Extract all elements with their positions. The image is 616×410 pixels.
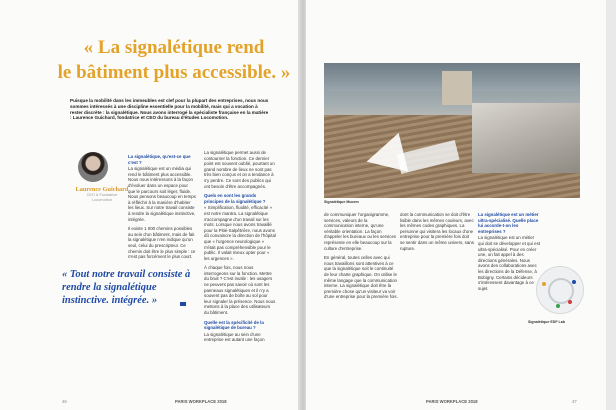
body-paragraph: À chaque fois, nous nous interrogeons sur la fonction. Mettre du bruit ? C'est inutile : les usagers ne peuvent pas savoir où sont les panneaux signalétiques et il n'y a souvent pas de boîte au sol pour leur signaler la présence. Nous nous mettons à la place des utilisateurs du bâtiment. <box>204 265 276 316</box>
intro-text: Puisque la mobilité dans les immeubles est clef pour la plupart des entreprises, nous nous sommes intéressés à une discipline essentielle pour la mobilité, mais qui a vocation à rester discrète : la signalétique. Nous avons interrogé la spécialiste française en la matière : Laurence Guichard, fondatrice et CEO du bureau d'études Locomotion. <box>70 98 269 121</box>
article-column-4 <box>400 212 474 255</box>
body-paragraph: La signalétique permet aussi de contourner la fonction. Ce dernier point est souvent oublié, pourtant un grand nombre de lieux ne sont pas très bien conçus et on a tendance à s'y perdre. Ce sont des publics qui ont besoin d'être accompagnés. <box>204 150 275 189</box>
article-column-2 <box>204 150 276 347</box>
sign-dot-green <box>556 304 560 308</box>
body-paragraph: Il existe 1 000 chemins possibles au sein d'un bâtiment, mais de fait la signalétique n'en indique qu'un seul, celui du prescripteur. Ce chemin doit être le plus simple : ce n'est pas forcément le plus court. <box>128 226 196 260</box>
page-number-right: 47 <box>572 399 577 404</box>
body-paragraph: En général, toutes celles avec qui nous travaillons sont attentives à ce que la signalétique soit le continuité de leur charte graphique. On utilise le même langage que la communication interne. La signalétique doit être la première chose qu'un visiteur va voir d'une entreprise pour la première fois. <box>324 255 398 300</box>
signage-illustration <box>534 262 584 317</box>
pull-quote <box>62 268 192 307</box>
pull-quote-mark <box>180 302 186 306</box>
person-role-line-1: CEO & Fondatrice <box>86 193 118 197</box>
article-column-3 <box>324 212 398 304</box>
body-paragraph: « Simplification, fluidité, efficacité » est notre mantra. La signalétique s'accompagne d'un travail sur les mots. Lorsque nous avons travaillé pour la Pitié-Salpêtrière, nous avons dû convaincre la direction de l'hôpital que « l'urgence neurologique » n'était pas compréhensible pour le public. Il valait mieux opter pour « les urgences ». <box>204 205 276 261</box>
headline-line-1: « La signalétique rend <box>83 37 265 58</box>
sign-caption: Signalétique EDF Lab <box>528 320 565 324</box>
photo-tower <box>442 71 472 105</box>
article-column-5 <box>478 212 540 295</box>
wayfinding-photo <box>324 63 580 198</box>
person-name: Laurence Guichard <box>75 186 129 193</box>
headline-line-2: le bâtiment plus accessible. » <box>57 62 291 83</box>
sign-dot-red <box>568 300 572 304</box>
headline <box>54 35 294 85</box>
person-role <box>72 193 132 202</box>
body-paragraph: dont la communication se doit d'être lisible dans les mêmes couleurs, avec les mêmes codes graphiques. La personne qui visitera les locaux d'une entreprise pour la première fois doit se sentir dans un même univers, sans rupture. <box>400 212 474 251</box>
sign-dot-yellow <box>542 282 546 286</box>
magazine-name-right: PARIS WORKPLACE 2018 <box>426 399 478 404</box>
body-paragraph: La signalétique est un métier qui doit se développer et qui est ultra-spécialisé. Pour en créer une, on fait appel à des directions générales. Nous avons des collaborations avec les directions de la Défense, à Bobigny. Certains décideurs s'intéressent davantage à ce sujet. <box>478 235 540 291</box>
body-paragraph: de communiquer l'organigramme, services, valeurs de la communication interne, qu'une véritable orientation. La façon d'appeler les bureaux ou les services représente en elle beaucoup sur la culture d'entreprise. <box>324 212 397 251</box>
sign-dot-blue <box>572 280 576 284</box>
photo-wall <box>472 103 580 173</box>
person-role-line-2: Locomotion <box>92 197 112 202</box>
body-paragraph: La signalétique est un média qui rend le bâtiment plus accessible. Nous nous intéressons à la façon d'évoluer dans un espace pour que le parcours soit léger, fluide. Nous pensons beaucoup en temps à réfléchir à la manière d'habiter les lieux. Sur notre travail consiste à rendre la signalétique instinctive, intégrée. <box>128 166 196 222</box>
question-heading: La signalétique, qu'est-ce que c'est ? <box>128 154 191 165</box>
portrait-photo <box>78 152 108 182</box>
pull-quote-text: « Tout notre travail consiste à rendre la signalétique instinctive. intégrée. » <box>62 269 191 306</box>
article-column-1 <box>128 154 196 264</box>
page-number-left: 46 <box>62 399 67 404</box>
intro-paragraph <box>70 98 270 121</box>
question-heading: Quelle est la spécificité de la signalétique de bureau ? <box>204 319 264 331</box>
magazine-name-left: PARIS WORKPLACE 2018 <box>175 399 227 404</box>
photo-caption: Signalétique Mucem <box>324 200 359 204</box>
question-heading: Quels en sont les grands principes de la signalétique ? <box>204 193 266 204</box>
right-page <box>306 0 606 410</box>
left-page <box>0 0 300 410</box>
question-heading: La signalétique est un métier ultra-spécialisé. Quelle place lui accorde-t-on les entreprises ? <box>478 212 539 234</box>
body-paragraph: La signalétique au sein d'une entreprise est autant une façon <box>204 331 265 343</box>
